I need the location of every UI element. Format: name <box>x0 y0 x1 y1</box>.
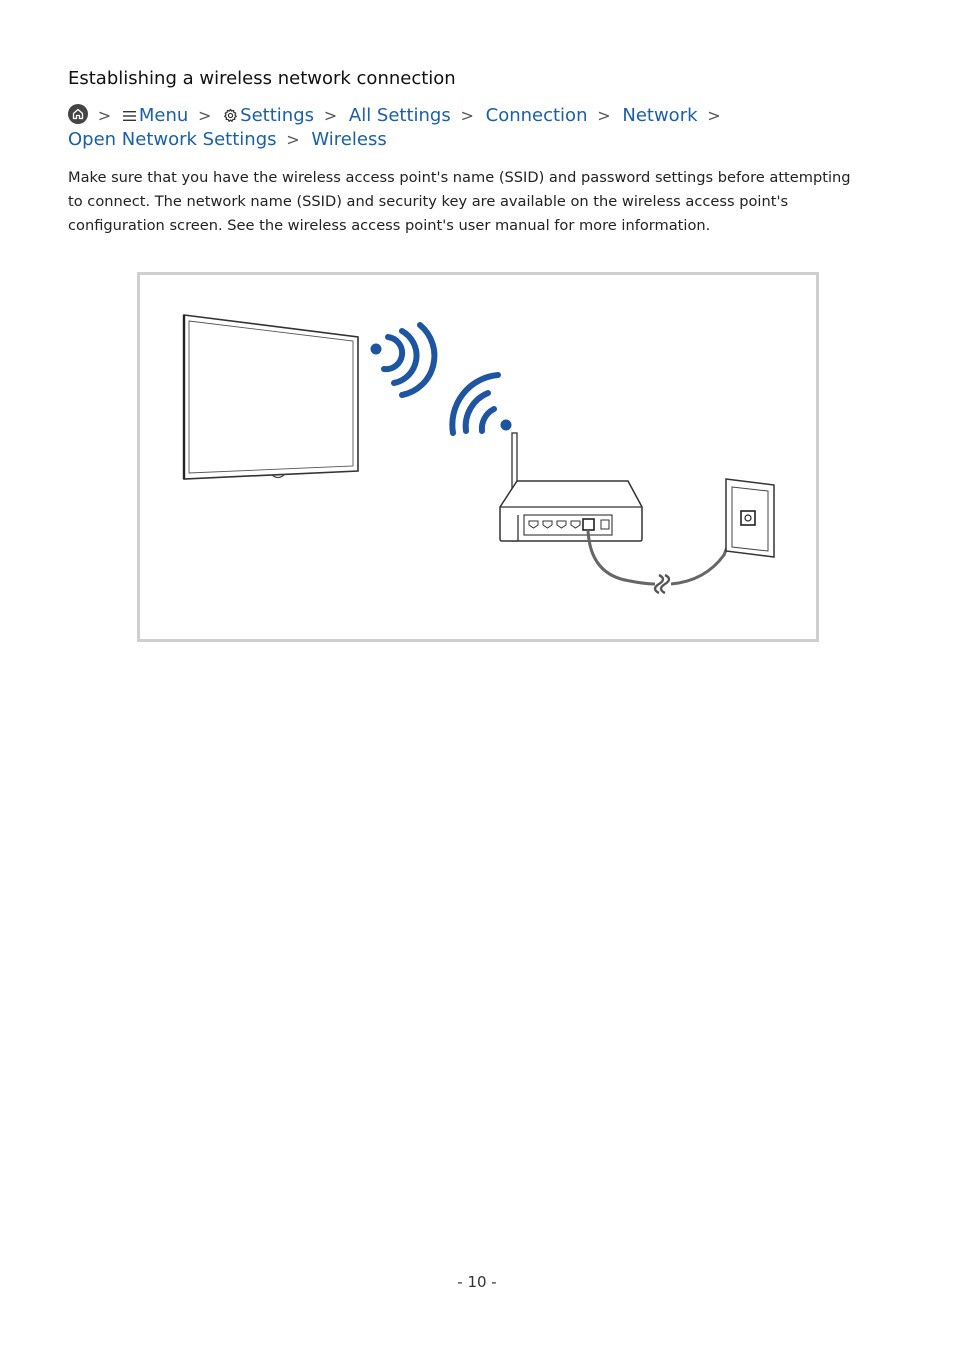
menu-path-breadcrumb <box>68 104 898 152</box>
path-separator: > <box>97 106 112 125</box>
wall-socket-illustration <box>726 479 774 557</box>
description-paragraph: Make sure that you have the wireless access point's name (SSID) and password settings before attempting to connect. The network name (SSID) and security key are available on the wireless access point's configuration screen. See the wireless access point's user manual for more information. <box>68 169 851 234</box>
home-icon <box>68 104 88 124</box>
router-illustration <box>500 433 642 541</box>
path-open-network-settings[interactable]: Open Network Settings <box>68 129 277 150</box>
path-wireless[interactable]: Wireless <box>311 129 387 150</box>
gear-icon <box>223 108 238 123</box>
path-separator: > <box>323 106 338 125</box>
path-settings[interactable]: Settings <box>240 105 314 126</box>
path-separator: > <box>460 106 474 125</box>
network-cable <box>671 527 732 584</box>
cable-break-symbol <box>655 575 669 593</box>
path-separator: > <box>286 130 300 149</box>
tv-wifi-signal-icon <box>371 325 435 395</box>
menu-icon <box>123 110 136 122</box>
path-network[interactable]: Network <box>622 105 698 126</box>
path-all-settings[interactable]: All Settings <box>348 105 451 126</box>
section-heading: Establishing a wireless network connection <box>68 68 456 89</box>
page-number: - 10 - <box>457 1273 497 1291</box>
tv-illustration <box>184 315 358 479</box>
path-separator: > <box>707 106 721 125</box>
path-connection[interactable]: Connection <box>485 105 588 126</box>
path-menu[interactable]: Menu <box>138 105 189 126</box>
router-wifi-signal-icon <box>452 375 511 433</box>
wireless-connection-illustration <box>137 272 819 642</box>
path-separator: > <box>198 106 212 125</box>
path-separator: > <box>597 106 611 125</box>
